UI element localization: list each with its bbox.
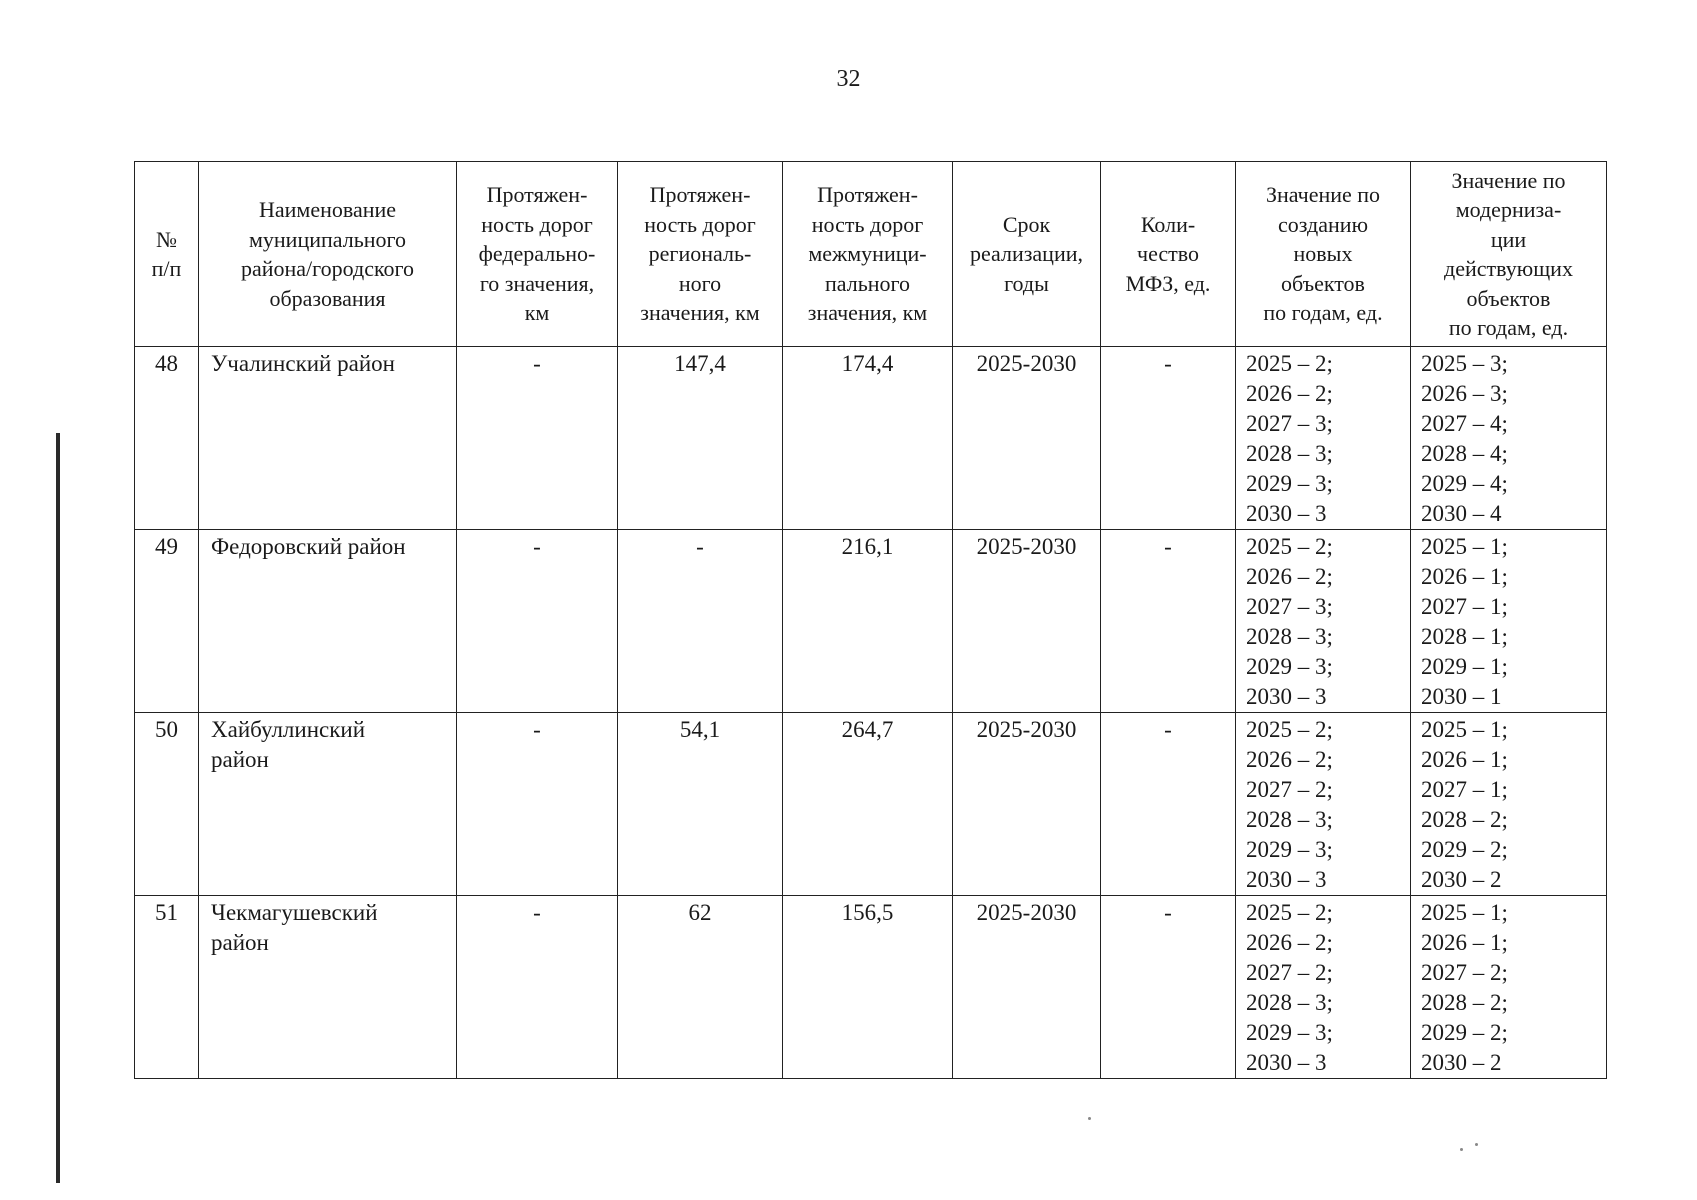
cell-num: 48	[135, 347, 199, 530]
cell-federal: -	[457, 530, 618, 713]
cell-num: 50	[135, 713, 199, 896]
year-value: 2029 – 3;	[1246, 471, 1333, 496]
year-value: 2026 – 1;	[1421, 747, 1508, 772]
municipal-roads-table	[134, 161, 1607, 1079]
cell-period: 2025-2030	[953, 347, 1101, 530]
year-value: 2029 – 2;	[1421, 837, 1508, 862]
year-value: 2027 – 1;	[1421, 777, 1508, 802]
year-value: 2026 – 2;	[1246, 564, 1333, 589]
cell-name: Учалинский район	[199, 347, 457, 530]
year-value: 2025 – 2;	[1246, 717, 1333, 742]
cell-regional: 62	[618, 896, 783, 1079]
cell-regional: 147,4	[618, 347, 783, 530]
year-value: 2026 – 2;	[1246, 381, 1333, 406]
year-value: 2026 – 2;	[1246, 747, 1333, 772]
scan-speck	[1460, 1148, 1463, 1151]
year-value: 2030 – 1	[1421, 684, 1502, 709]
cell-period: 2025-2030	[953, 713, 1101, 896]
year-value: 2028 – 3;	[1246, 990, 1333, 1015]
cell-modernization	[1411, 347, 1607, 530]
cell-modernization	[1411, 896, 1607, 1079]
table-header-row	[135, 162, 1607, 347]
cell-mfz: -	[1101, 347, 1236, 530]
year-value: 2025 – 2;	[1246, 534, 1333, 559]
year-value: 2029 – 1;	[1421, 654, 1508, 679]
year-value: 2026 – 3;	[1421, 381, 1508, 406]
cell-modernization	[1411, 713, 1607, 896]
table-row	[135, 530, 1607, 713]
header-cell: Наименование муниципального района/городского образования	[199, 162, 457, 347]
cell-num: 51	[135, 896, 199, 1079]
header-cell: Протяжен- ность дорог межмуници- пального значения, км	[783, 162, 953, 347]
cell-mfz: -	[1101, 713, 1236, 896]
page-number: 32	[836, 66, 861, 92]
header-cell: Протяжен- ность дорог федерально- го значения, км	[457, 162, 618, 347]
year-value: 2030 – 3	[1246, 684, 1327, 709]
cell-federal: -	[457, 347, 618, 530]
year-value: 2027 – 2;	[1246, 960, 1333, 985]
year-value: 2029 – 4;	[1421, 471, 1508, 496]
cell-federal: -	[457, 713, 618, 896]
year-value: 2025 – 2;	[1246, 351, 1333, 376]
year-value: 2025 – 1;	[1421, 717, 1508, 742]
year-value: 2028 – 1;	[1421, 624, 1508, 649]
header-cell: Протяжен- ность дорог региональ- ного значения, км	[618, 162, 783, 347]
year-value: 2030 – 3	[1246, 501, 1327, 526]
scan-edge-line	[56, 433, 60, 1183]
cell-mfz: -	[1101, 530, 1236, 713]
year-value: 2028 – 3;	[1246, 441, 1333, 466]
cell-period: 2025-2030	[953, 896, 1101, 1079]
header-cell: Значение по модерниза- ции действующих объектов по годам, ед.	[1411, 162, 1607, 347]
year-value: 2025 – 2;	[1246, 900, 1333, 925]
year-value: 2027 – 1;	[1421, 594, 1508, 619]
header-cell: Срок реализации, годы	[953, 162, 1101, 347]
cell-new-objects	[1236, 530, 1411, 713]
cell-intermunicipal: 216,1	[783, 530, 953, 713]
year-value: 2027 – 2;	[1246, 777, 1333, 802]
table-row	[135, 347, 1607, 530]
cell-name: Чекмагушевский район	[199, 896, 457, 1079]
year-value: 2030 – 4	[1421, 501, 1502, 526]
year-value: 2029 – 2;	[1421, 1020, 1508, 1045]
cell-period: 2025-2030	[953, 530, 1101, 713]
cell-name: Хайбуллинский район	[199, 713, 457, 896]
cell-new-objects	[1236, 896, 1411, 1079]
year-value: 2028 – 2;	[1421, 807, 1508, 832]
year-value: 2030 – 3	[1246, 867, 1327, 892]
year-value: 2028 – 3;	[1246, 624, 1333, 649]
year-value: 2029 – 3;	[1246, 837, 1333, 862]
year-value: 2028 – 4;	[1421, 441, 1508, 466]
year-value: 2025 – 3;	[1421, 351, 1508, 376]
year-value: 2030 – 3	[1246, 1050, 1327, 1075]
scan-speck	[1475, 1143, 1478, 1146]
scan-speck	[1088, 1117, 1091, 1120]
cell-new-objects	[1236, 713, 1411, 896]
cell-intermunicipal: 264,7	[783, 713, 953, 896]
year-value: 2027 – 3;	[1246, 594, 1333, 619]
year-value: 2029 – 3;	[1246, 1020, 1333, 1045]
year-value: 2027 – 3;	[1246, 411, 1333, 436]
year-value: 2027 – 4;	[1421, 411, 1508, 436]
cell-modernization	[1411, 530, 1607, 713]
cell-mfz: -	[1101, 896, 1236, 1079]
cell-intermunicipal: 156,5	[783, 896, 953, 1079]
year-value: 2030 – 2	[1421, 867, 1502, 892]
year-value: 2025 – 1;	[1421, 534, 1508, 559]
cell-name: Федоровский район	[199, 530, 457, 713]
table-row	[135, 896, 1607, 1079]
year-value: 2026 – 1;	[1421, 564, 1508, 589]
year-value: 2025 – 1;	[1421, 900, 1508, 925]
header-cell: Значение по созданию новых объектов по годам, ед.	[1236, 162, 1411, 347]
header-cell: Коли- чество МФЗ, ед.	[1101, 162, 1236, 347]
year-value: 2030 – 2	[1421, 1050, 1502, 1075]
table-row	[135, 713, 1607, 896]
cell-num: 49	[135, 530, 199, 713]
cell-intermunicipal: 174,4	[783, 347, 953, 530]
year-value: 2026 – 2;	[1246, 930, 1333, 955]
cell-regional: 54,1	[618, 713, 783, 896]
year-value: 2029 – 3;	[1246, 654, 1333, 679]
year-value: 2028 – 2;	[1421, 990, 1508, 1015]
cell-new-objects	[1236, 347, 1411, 530]
header-cell: № п/п	[135, 162, 199, 347]
year-value: 2027 – 2;	[1421, 960, 1508, 985]
year-value: 2026 – 1;	[1421, 930, 1508, 955]
cell-federal: -	[457, 896, 618, 1079]
year-value: 2028 – 3;	[1246, 807, 1333, 832]
cell-regional: -	[618, 530, 783, 713]
